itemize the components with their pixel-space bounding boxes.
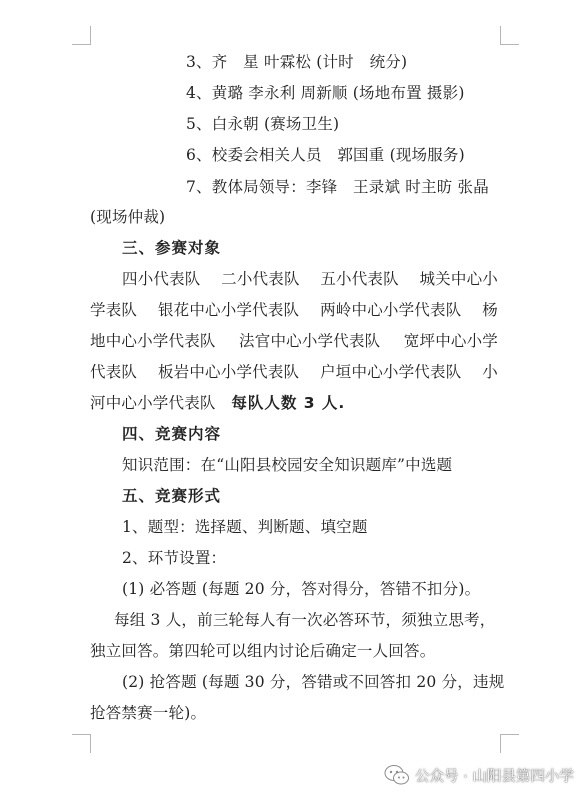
team-row-2	[90, 300, 498, 320]
team-row-4	[90, 362, 498, 382]
required-rules-line-1: 每组 3 人，前三轮每人有一次必答环节，须独立思考，	[114, 611, 496, 629]
team-row-5	[90, 393, 345, 413]
staff-line-3: 3、齐 星 叶霖松 (计时 统分)	[186, 53, 408, 71]
required-questions: (1) 必答题 (每题 20 分，答对得分，答错不扣分)。	[122, 580, 481, 598]
watermark-text: 公众号 · 山阳县第四小学	[415, 768, 574, 785]
staff-line-6: 6、校委会相关人员 郭国重 (现场服务)	[186, 146, 465, 164]
staff-line-7-continued: (现场仲裁)	[90, 208, 166, 226]
team-item: 河中心小学代表队	[90, 394, 232, 412]
wechat-watermark	[384, 763, 574, 787]
team-item: 银花中心小学代表队	[157, 301, 300, 319]
corner-mark-top-right	[500, 26, 519, 45]
team-item: 两岭中心小学代表队	[320, 301, 462, 319]
staff-line-7: 7、教体局领导：李锋 王录斌 时主昉 张晶	[186, 178, 489, 196]
staff-line-4: 4、黄璐 李永利 周新顺 (场地布置 摄影)	[186, 84, 465, 102]
team-item: 法官中心小学代表队	[239, 332, 381, 350]
question-types: 1、题型：选择题、判断题、填空题	[122, 518, 368, 536]
team-item: 学表队	[90, 301, 138, 319]
team-row-1	[122, 269, 498, 289]
team-item: 代表队	[90, 363, 138, 381]
corner-mark-bottom-left	[72, 734, 91, 753]
corner-mark-top-left	[72, 26, 91, 45]
team-item: 二小代表队	[221, 270, 300, 288]
round-settings: 2、环节设置：	[122, 549, 227, 567]
section-5-heading: 五、竞赛形式	[122, 487, 222, 505]
team-item: 杨	[482, 301, 498, 319]
buzzer-questions-line-2: 抢答禁赛一轮)。	[90, 704, 207, 722]
section-4-heading: 四、竞赛内容	[122, 425, 222, 443]
team-item: 宽坪中心小学	[403, 332, 498, 350]
team-item: 户垣中心小学代表队	[320, 363, 462, 381]
team-item: 小	[482, 363, 498, 381]
wechat-icon	[384, 764, 410, 786]
team-size-note: 每队人数 3 人.	[231, 394, 346, 412]
knowledge-scope: 知识范围：在“山阳县校园安全知识题库”中选题	[122, 456, 453, 474]
team-item: 四小代表队	[122, 270, 201, 288]
staff-line-5: 5、白永朝 (赛场卫生)	[186, 115, 340, 133]
buzzer-questions-line-1: (2) 抢答题 (每题 30 分，答错或不回答扣 20 分，违规	[122, 673, 505, 691]
team-item: 地中心小学代表队	[90, 332, 216, 350]
team-item: 城关中心小	[419, 270, 498, 288]
team-item: 板岩中心小学代表队	[157, 363, 300, 381]
required-rules-line-2: 独立回答。第四轮可以组内讨论后确定一人回答。	[90, 642, 436, 660]
section-3-heading: 三、参赛对象	[122, 239, 222, 257]
corner-mark-bottom-right	[500, 734, 519, 753]
team-item: 五小代表队	[320, 270, 399, 288]
team-row-3	[90, 331, 498, 351]
